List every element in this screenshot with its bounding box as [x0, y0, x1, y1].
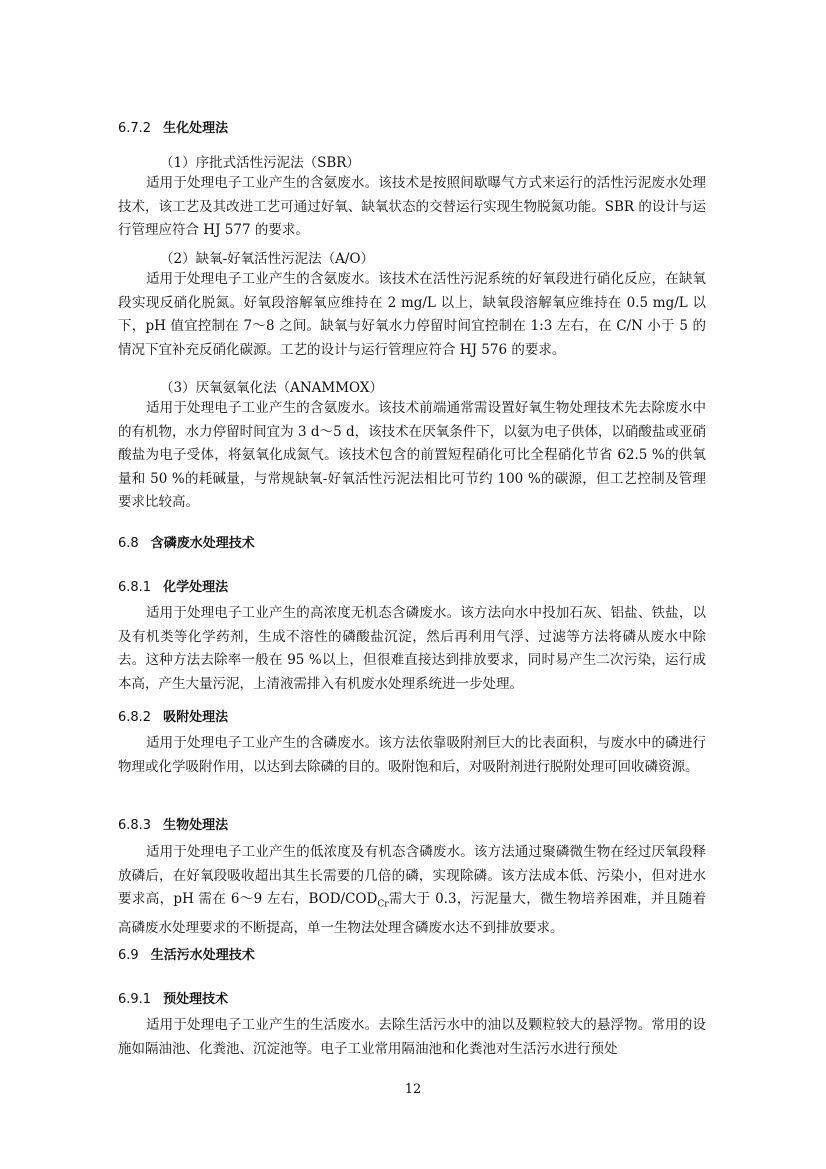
heading-6-9: 6.9 生活污水处理技术 [118, 948, 255, 963]
paragraph-chemical: 适用于处理电子工业产生的高浓度无机态含磷废水。该方法向水中投加石灰、铝盐、铁盐，以及有机类等化学药剂，生成不溶性的磷酸盐沉淀，然后再利用气浮、过滤等方法将磷从废水中除去。这种方法去除率一般在 95 %以上，但很难直接达到排放要求，同时易产生二次污染，运行成本高，产生大量污泥，上清液需排入有机废水处理系统进一步处理。 [118, 605, 706, 692]
heading-6-9-1: 6.9.1 预处理技术 [118, 992, 229, 1007]
paragraph-adsorption: 适用于处理电子工业产生的含磷废水。该方法依靠吸附剂巨大的比表面积，与废水中的磷进行物理或化学吸附作用，以达到去除磷的目的。吸附饱和后，对吸附剂进行脱附处理可回收磷资源。 [118, 735, 706, 775]
subscript-cr: Cr [377, 899, 389, 910]
heading-6-7-2: 6.7.2 生化处理法 [118, 121, 229, 136]
heading-6-8-2: 6.8.2 吸附处理法 [118, 710, 229, 725]
subheading-sbr: （1）序批式活性污泥法（SBR） [160, 155, 360, 171]
subheading-anammox: （3）厌氧氨氧化法（ANAMMOX） [160, 380, 383, 396]
paragraph-sbr: 适用于处理电子工业产生的含氨废水。该技术是按照间歇曝气方式来运行的活性污泥废水处理技术，该工艺及其改进工艺可通过好氧、缺氧状态的交替运行实现生物脱氮功能。SBR 的设计与运行管理应符合 HJ 577 的要求。 [118, 175, 706, 239]
heading-6-8: 6.8 含磷废水处理技术 [118, 536, 255, 551]
heading-6-8-1: 6.8.1 化学处理法 [118, 580, 229, 595]
heading-6-8-3: 6.8.3 生物处理法 [118, 818, 229, 833]
subheading-ao: （2）缺氧-好氧活性污泥法（A/O） [160, 251, 375, 267]
page-number: 12 [404, 1082, 422, 1097]
paragraph-ao: 适用于处理电子工业产生的含氨废水。该技术在活性污泥系统的好氧段进行硝化反应，在缺氧段实现反硝化脱氮。好氧段溶解氧应维持在 2 mg/L 以上，缺氧段溶解氧应维持在 0.5 mg/L 以下，pH 值宜控制在 7～8 之间。缺氧与好氧水力停留时间宜控制在 1:3 左右，在 C/N 小于 5 的情况下宜补充反硝化碳源。工艺的设计与运行管理应符合 HJ 576 的要求。 [118, 271, 706, 358]
paragraph-biological: 适用于处理电子工业产生的低浓度及有机态含磷废水。该方法通过聚磷微生物在经过厌氧段释放磷后，在好氧段吸收超出其生长需要的几倍的磷，实现除磷。该方法成本低、污染小，但对进水要求高，pH 需在 6～9 左右，BOD/$COD_{Cr}$需大于 0.3，污泥量大，微生物培养困难，并且随着高磷废水处理要求的不断提高，单一生物法处理含磷废水达不到排放要求。 [118, 844, 706, 937]
paragraph-pretreatment: 适用于处理电子工业产生的生活废水。去除生活污水中的油以及颗粒较大的悬浮物。常用的设施如隔油池、化粪池、沉淀池等。电子工业常用隔油池和化粪池对生活污水进行预处 [118, 1017, 706, 1057]
paragraph-anammox: 适用于处理电子工业产生的含氨废水。该技术前端通常需设置好氧生物处理技术先去除废水中的有机物，水力停留时间宜为 3 d～5 d，该技术在厌氧条件下，以氨为电子供体，以硝酸盐或亚硝酸盐为电子受体，将氨氧化成氮气。该技术包含的前置短程硝化可比全程硝化节省 62.5 %的供氧量和 50 %的耗碱量，与常规缺氧-好氧活性污泥法相比可节约 100 %的碳源，但工艺控制及管理要求比较高。 [118, 400, 706, 511]
